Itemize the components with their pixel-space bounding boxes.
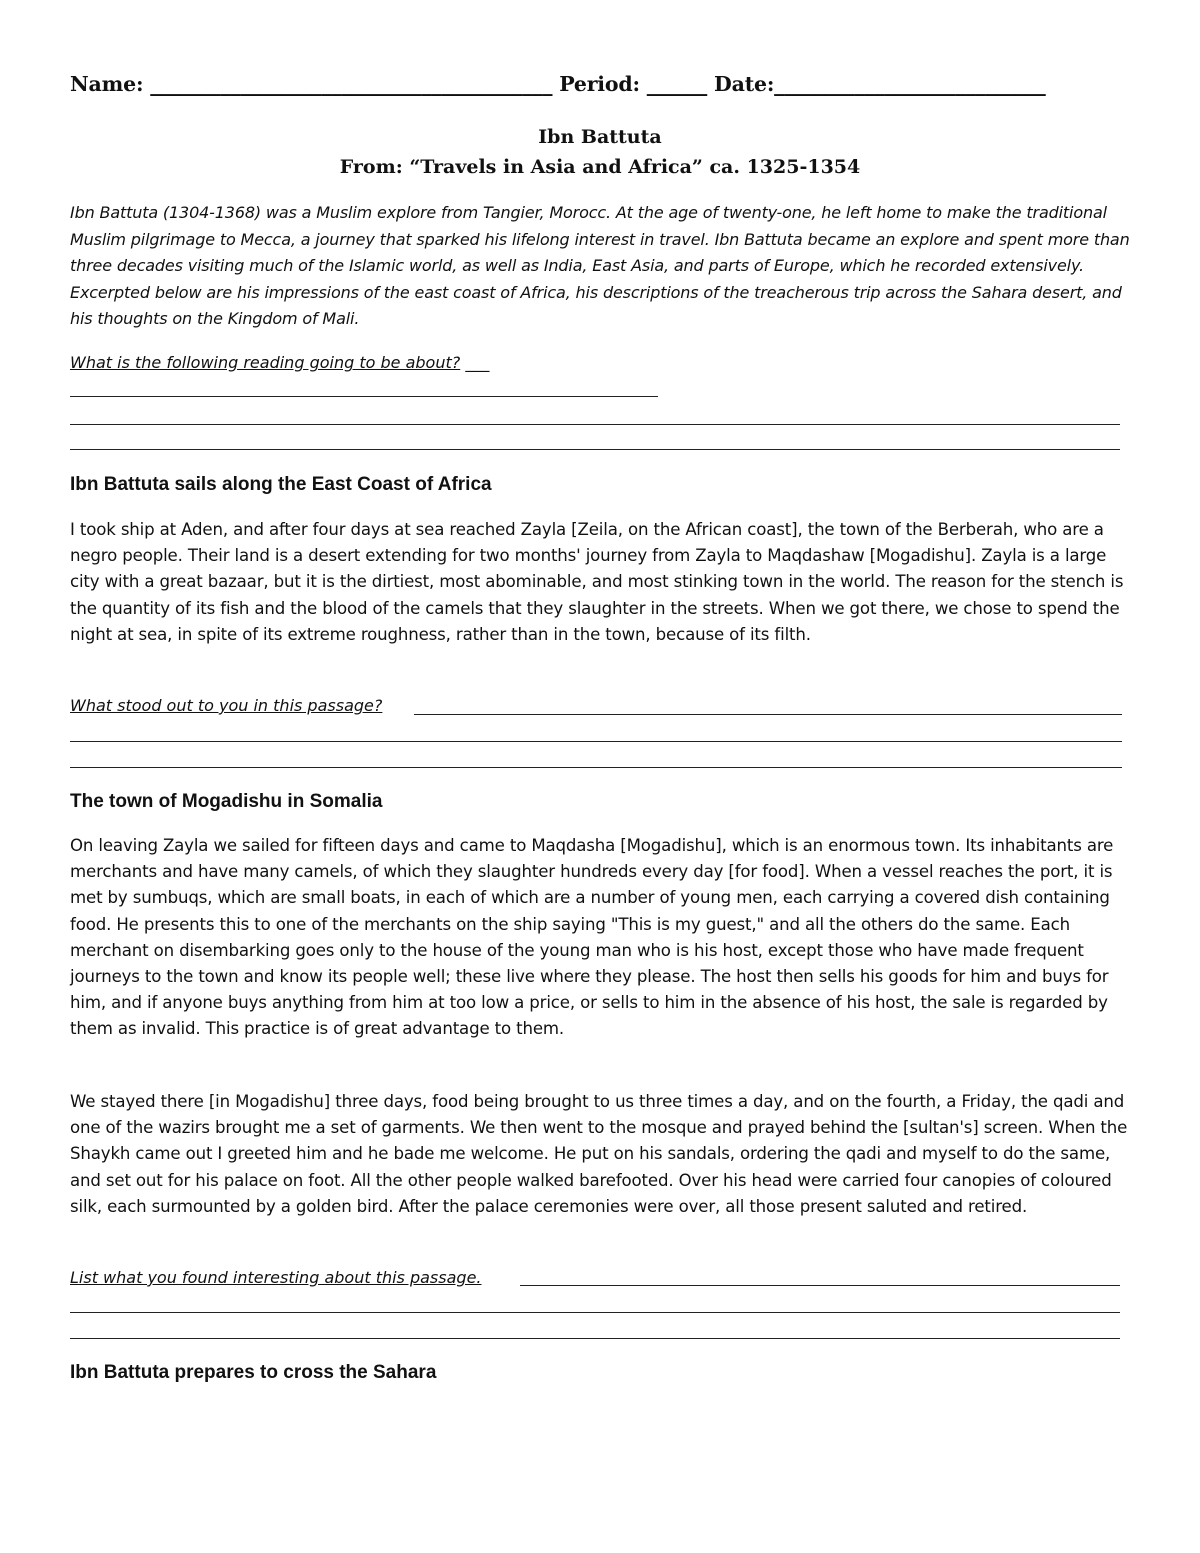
- question-1-blank: ___: [460, 353, 490, 372]
- document-title: Ibn Battuta: [538, 126, 662, 148]
- section-2-paragraph-2: We stayed there [in Mogadishu] three days, food being brought to us three times a day, and on the fourth, a Friday, the qadi and one of the wazirs brought me a set of garments. We then went to the mosque and prayed behind the [sultan's] screen. When the Shaykh came out I greeted him and he bade me welcome. He put on his sandals, ordering the qadi and myself to do the same, and set out for his palace on foot. All the other people walked barefooted. Over his head were carried four canopies of coloured silk, each surmounted by a golden bird. After the palace ceremonies were over, all those present saluted and retired.: [70, 1092, 1128, 1216]
- question-2: [70, 693, 1125, 719]
- answer-line[interactable]: [70, 767, 1122, 768]
- answer-line[interactable]: [70, 396, 658, 397]
- section-2-paragraph-1: On leaving Zayla we sailed for fifteen days and came to Maqdasha [Mogadishu], which is an enormous town. Its inhabitants are merchants and have many camels, of which they slaughter hundreds every day [for food]. When a vessel reaches the port, it is met by sumbuqs, which are small boats, in each of which are a number of young men, each carrying a covered dish containing food. He presents this to one of the merchants on the ship saying "This is my guest," and all the others do the same. Each merchant on disembarking goes only to the house of the young man who is his host, except those who have made frequent journeys to the town and know its people well; these live where they please. The host then sells his goods for him and buys for him, and if anyone buys anything from him at too low a price, or sells to him in the absence of his host, the sale is regarded by them as invalid. This practice is of great advantage to them.: [70, 836, 1114, 1039]
- section-heading-sahara: Ibn Battuta prepares to cross the Sahara: [70, 1362, 437, 1383]
- answer-line[interactable]: [70, 449, 1120, 450]
- question-3-text: List what you found interesting about this passage.: [70, 1268, 482, 1287]
- intro-paragraph: Ibn Battuta (1304-1368) was a Muslim explore from Tangier, Morocc. At the age of twenty-one, he left home to make the traditional Muslim pilgrimage to Mecca, a journey that sparked his lifelong interest in travel. Ibn Battuta became an explore and spent more than three decades visiting much of the Islamic world, as well as India, East Asia, and parts of Europe, which he recorded extensively. Excerpted below are his impressions of the east coast of Africa, his descriptions of the treacherous trip across the Sahara desert, and his thoughts on the Kingdom of Mali.: [70, 203, 1130, 328]
- section-heading-east-coast: Ibn Battuta sails along the East Coast of Africa: [70, 474, 492, 495]
- document-subtitle: From: “Travels in Asia and Africa” ca. 1325-1354: [339, 156, 861, 178]
- answer-line[interactable]: [70, 741, 1122, 742]
- answer-line[interactable]: [70, 1312, 1120, 1313]
- section-1-paragraph: I took ship at Aden, and after four days at sea reached Zayla [Zeila, on the African coast], the town of the Berberah, who are a negro people. Their land is a desert extending for two months' journey from Zayla to Maqdashaw [Mogadishu]. Zayla is a large city with a great bazaar, but it is the dirtiest, most abominable, and most stinking town in the world. The reason for the stench is the quantity of its fish and the blood of the camels that they slaughter in the streets. When we got there, we chose to spend the night at sea, in spite of its extreme roughness, rather than in the town, because of its filth.: [70, 520, 1124, 644]
- question-1: [70, 350, 1125, 376]
- question-2-text: What stood out to you in this passage?: [70, 696, 383, 715]
- answer-line[interactable]: [70, 1338, 1120, 1339]
- section-heading-mogadishu: The town of Mogadishu in Somalia: [70, 791, 383, 812]
- answer-line[interactable]: [414, 714, 1122, 715]
- question-3: [70, 1265, 1125, 1291]
- name-period-date-line: Name: ________________________________________ Period: ______ Date:___________________________: [70, 72, 1046, 96]
- question-1-text: What is the following reading going to be about?: [70, 353, 461, 372]
- answer-line[interactable]: [70, 424, 1120, 425]
- answer-line[interactable]: [520, 1285, 1120, 1286]
